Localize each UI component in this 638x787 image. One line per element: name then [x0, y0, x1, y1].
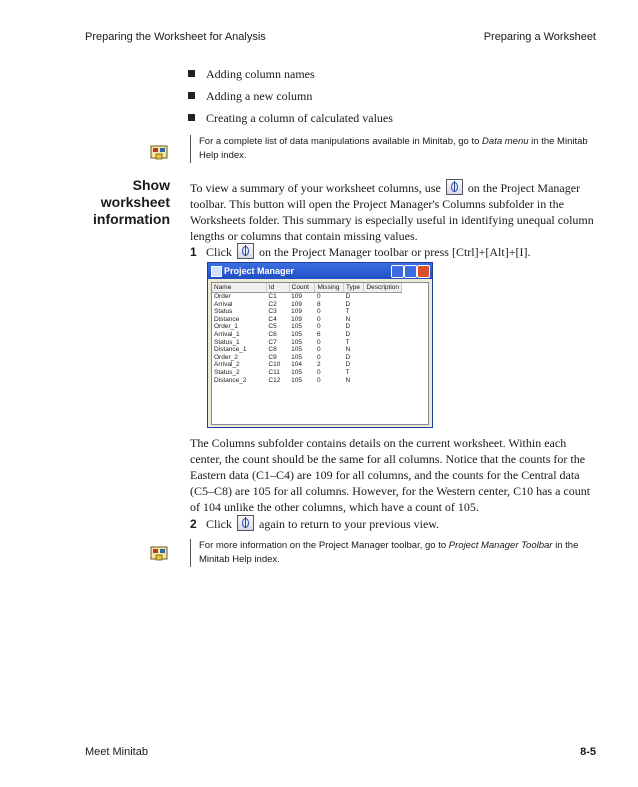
table-cell: N [345, 346, 351, 354]
table-cell: 105 [291, 376, 302, 384]
table-cell: C8 [268, 346, 277, 354]
table-row[interactable] [212, 361, 402, 369]
table-cell: Distance [214, 315, 240, 323]
table-cell: 8 [316, 300, 321, 308]
table-cell: 0 [316, 323, 321, 331]
table-cell [364, 354, 402, 362]
table-cell: 105 [291, 368, 302, 376]
table-cell [364, 377, 402, 385]
table-cell: C7 [268, 338, 277, 346]
bullet-item: Adding a new column [188, 88, 393, 110]
table-cell: Order_2 [214, 353, 238, 361]
close-icon [417, 265, 430, 278]
table-cell: 0 [316, 293, 321, 300]
help-note: For a complete list of data manipulations available in Minitab, go to Data menu in the Minitab Help index. [190, 135, 599, 163]
table-header-row [212, 283, 402, 293]
column-header: Id [266, 283, 289, 293]
table-cell: 105 [291, 353, 302, 361]
table-cell: Arrival [214, 300, 233, 308]
table-cell [364, 316, 402, 324]
table-cell: Distance_2 [214, 376, 247, 384]
show-info-button-icon [446, 179, 463, 195]
table-cell: 109 [291, 315, 302, 323]
table-cell [364, 361, 402, 369]
table-cell: C9 [268, 353, 277, 361]
column-header: Description [364, 283, 402, 293]
side-heading: Show worksheet information [93, 177, 170, 227]
table-row[interactable] [212, 323, 402, 331]
step-2: 2 Click again to return to your previous view. [190, 517, 440, 531]
bullet-list [188, 66, 393, 132]
table-cell: 109 [291, 293, 302, 300]
table-cell: C6 [268, 330, 277, 338]
column-header: Missing [315, 283, 344, 293]
table-cell: 0 [316, 346, 321, 354]
table-cell [364, 293, 402, 301]
table-row[interactable] [212, 316, 402, 324]
table-cell: C10 [268, 361, 281, 369]
table-cell: N [345, 315, 351, 323]
bullet-item: Adding column names [188, 66, 393, 88]
table-row[interactable] [212, 354, 402, 362]
table-cell: C5 [268, 323, 277, 331]
table-cell: T [345, 338, 350, 346]
table-cell [364, 331, 402, 339]
columns-table [212, 283, 402, 384]
table-cell: 0 [316, 368, 321, 376]
table-cell: 0 [316, 308, 321, 316]
table-cell: Order_1 [214, 323, 238, 331]
table-cell: D [345, 361, 351, 369]
table-row[interactable] [212, 308, 402, 316]
window-titlebar: Project Manager [208, 263, 432, 279]
table-cell: 109 [291, 300, 302, 308]
table-cell [364, 301, 402, 309]
step-1: 1 Click on the Project Manager toolbar or press [Ctrl]+[Alt]+[I]. [190, 245, 531, 259]
table-cell: D [345, 300, 351, 308]
table-cell: 6 [316, 330, 321, 338]
table-cell: D [345, 293, 351, 300]
table-cell [364, 323, 402, 331]
table-row[interactable] [212, 346, 402, 354]
page-number: 8-5 [580, 746, 596, 758]
columns-grid [211, 282, 429, 425]
table-cell: C3 [268, 308, 277, 316]
help-index-link: Project Manager Toolbar [448, 540, 553, 551]
table-cell: 105 [291, 338, 302, 346]
table-cell: 104 [291, 361, 302, 369]
project-manager-window [207, 262, 433, 428]
table-cell: D [345, 330, 351, 338]
app-icon [211, 266, 222, 277]
table-cell: Order [214, 293, 231, 300]
table-cell: N [345, 376, 351, 384]
table-row[interactable] [212, 369, 402, 377]
table-row[interactable] [212, 293, 402, 301]
table-cell: 105 [291, 323, 302, 331]
table-cell: C2 [268, 300, 277, 308]
header-section: Preparing a Worksheet [483, 31, 596, 43]
table-cell: T [345, 308, 350, 316]
bullet-square-icon [188, 92, 195, 99]
table-cell: 109 [291, 308, 302, 316]
table-cell [364, 346, 402, 354]
help-index-link: Data menu [482, 136, 529, 147]
table-cell: D [345, 353, 351, 361]
header-chapter: Preparing the Worksheet for Analysis [85, 31, 266, 43]
table-cell [364, 369, 402, 377]
table-row[interactable] [212, 339, 402, 347]
table-cell: 105 [291, 346, 302, 354]
table-cell: Distance_1 [214, 346, 247, 354]
table-cell: C12 [268, 376, 281, 384]
table-cell [364, 339, 402, 347]
minimize-icon [391, 265, 404, 278]
analysis-paragraph: The Columns subfolder contains details on the current worksheet. Within each center, the count should be the same for all columns. Notice that the counts for the Eastern data (C1–C4) are 109 for all columns, and the counts for the Central data (C5–C8) are 105 for all columns. However, for the Western center, C10 has a count of 104 unlike the other columns, which have a count of 105. [190, 436, 591, 514]
table-cell: T [345, 368, 350, 376]
show-info-button-icon [237, 515, 254, 531]
table-cell: C4 [268, 315, 277, 323]
table-cell: 0 [316, 353, 321, 361]
table-cell: 2 [316, 361, 321, 369]
column-header: Type [343, 283, 364, 293]
table-cell [364, 308, 402, 316]
table-row[interactable] [212, 377, 402, 385]
table-row[interactable] [212, 301, 402, 309]
table-cell: C11 [268, 368, 280, 376]
table-cell: 105 [291, 330, 302, 338]
table-row[interactable] [212, 331, 402, 339]
table-body [212, 293, 402, 385]
table-cell: 0 [316, 338, 321, 346]
column-header: Name [212, 283, 266, 293]
note-book-icon [150, 144, 168, 161]
show-info-button-icon [237, 243, 254, 259]
maximize-icon [404, 265, 417, 278]
table-cell: Status_1 [214, 338, 240, 346]
table-cell: C1 [268, 293, 277, 300]
bullet-square-icon [188, 114, 195, 121]
table-cell: 0 [316, 376, 321, 384]
table-cell: Arrival_2 [214, 361, 240, 369]
table-cell: D [345, 323, 351, 331]
note-book-icon [150, 545, 168, 562]
intro-paragraph: To view a summary of your worksheet columns, use on the Project Manager toolbar. This button will open the Project Manager's Columns subfolder in the Worksheets folder. This summary is especially useful in identifying unequal column lengths or columns that contain missing values. [190, 181, 594, 243]
table-cell: 0 [316, 315, 321, 323]
table-cell: Status [214, 308, 233, 316]
column-header: Count [289, 283, 315, 293]
table-cell: Arrival_1 [214, 330, 240, 338]
bullet-item: Creating a column of calculated values [188, 110, 393, 132]
footer-book-title: Meet Minitab [85, 746, 148, 758]
bullet-square-icon [188, 70, 195, 77]
help-note: For more information on the Project Manager toolbar, go to Project Manager Toolbar in the Minitab Help index. [190, 539, 599, 567]
table-cell: Status_2 [214, 368, 240, 376]
